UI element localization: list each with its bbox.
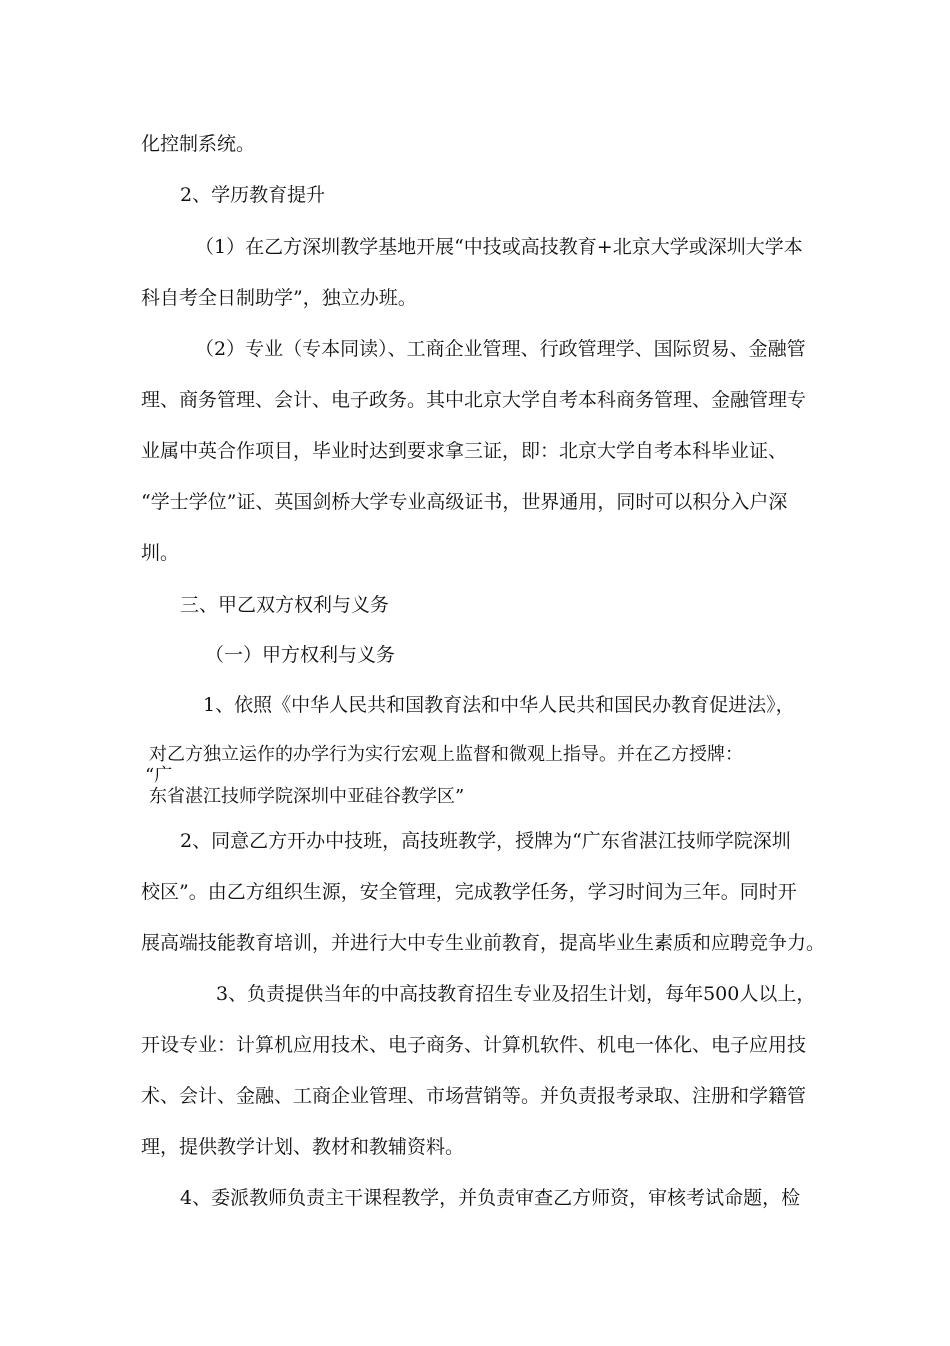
subsection-heading: （一）甲方权利与义务 bbox=[205, 644, 396, 666]
section-heading: 三、甲乙双方权利与义务 bbox=[180, 594, 390, 616]
text-line: 2、同意乙方开办中技班，高技班教学，授牌为“广东省湛江技师学院深圳 bbox=[180, 830, 791, 852]
text-line: 理、商务管理、会计、电子政务。其中北京大学自考本科商务管理、金融管理专 bbox=[141, 389, 807, 411]
text-line: 4、委派教师负责主干课程教学，并负责审查乙方师资，审核考试命题，检 bbox=[180, 1187, 801, 1209]
text-line: 业属中英合作项目，毕业时达到要求拿三证，即：北京大学自考本科毕业证、 bbox=[141, 440, 788, 462]
text-line: 3、负责提供当年的中高技教育招生专业及招生计划，每年500人以上， bbox=[216, 983, 816, 1005]
text-line: 开设专业：计算机应用技术、电子商务、计算机软件、机电一体化、电子应用技 bbox=[141, 1034, 807, 1056]
text-line: （2）专业（专本同读）、工商企业管理、行政管理学、国际贸易、金融管 bbox=[195, 338, 806, 360]
text-line: 术、会计、金融、工商企业管理、市场营销等。并负责报考录取、注册和学籍管 bbox=[141, 1085, 807, 1107]
section-heading: 2、学历教育提升 bbox=[180, 184, 326, 206]
text-line: 校区”。由乙方组织生源，安全管理，完成教学任务，学习时间为三年。同时开 bbox=[141, 881, 797, 903]
text-line: 化控制系统。 bbox=[141, 133, 256, 155]
text-line: 圳。 bbox=[141, 542, 180, 564]
text-line: 对乙方独立运作的办学行为实行宏观上监督和微观上指导。并在乙方授牌： bbox=[149, 744, 743, 765]
text-line: “广 bbox=[145, 765, 173, 786]
text-line: 东省湛江技师学院深圳中亚硅谷教学区” bbox=[149, 786, 465, 807]
text-line: 理，提供教学计划、教材和教辅资料。 bbox=[141, 1136, 465, 1158]
text-line: “学士学位”证、英国剑桥大学专业高级证书，世界通用，同时可以积分入户深 bbox=[141, 491, 788, 513]
text-line: 展高端技能教育培训，并进行大中专生业前教育，提高毕业生素质和应聘竞争力。 bbox=[141, 932, 826, 954]
text-line: （1）在乙方深圳教学基地开展“中技或高技教育+北京大学或深圳大学本 bbox=[195, 236, 803, 258]
text-line: 1、依照《中华人民共和国教育法和中华人民共和国民办教育促进法》， bbox=[203, 694, 795, 716]
text-line: 科自考全日制助学”，独立办班。 bbox=[141, 287, 417, 309]
